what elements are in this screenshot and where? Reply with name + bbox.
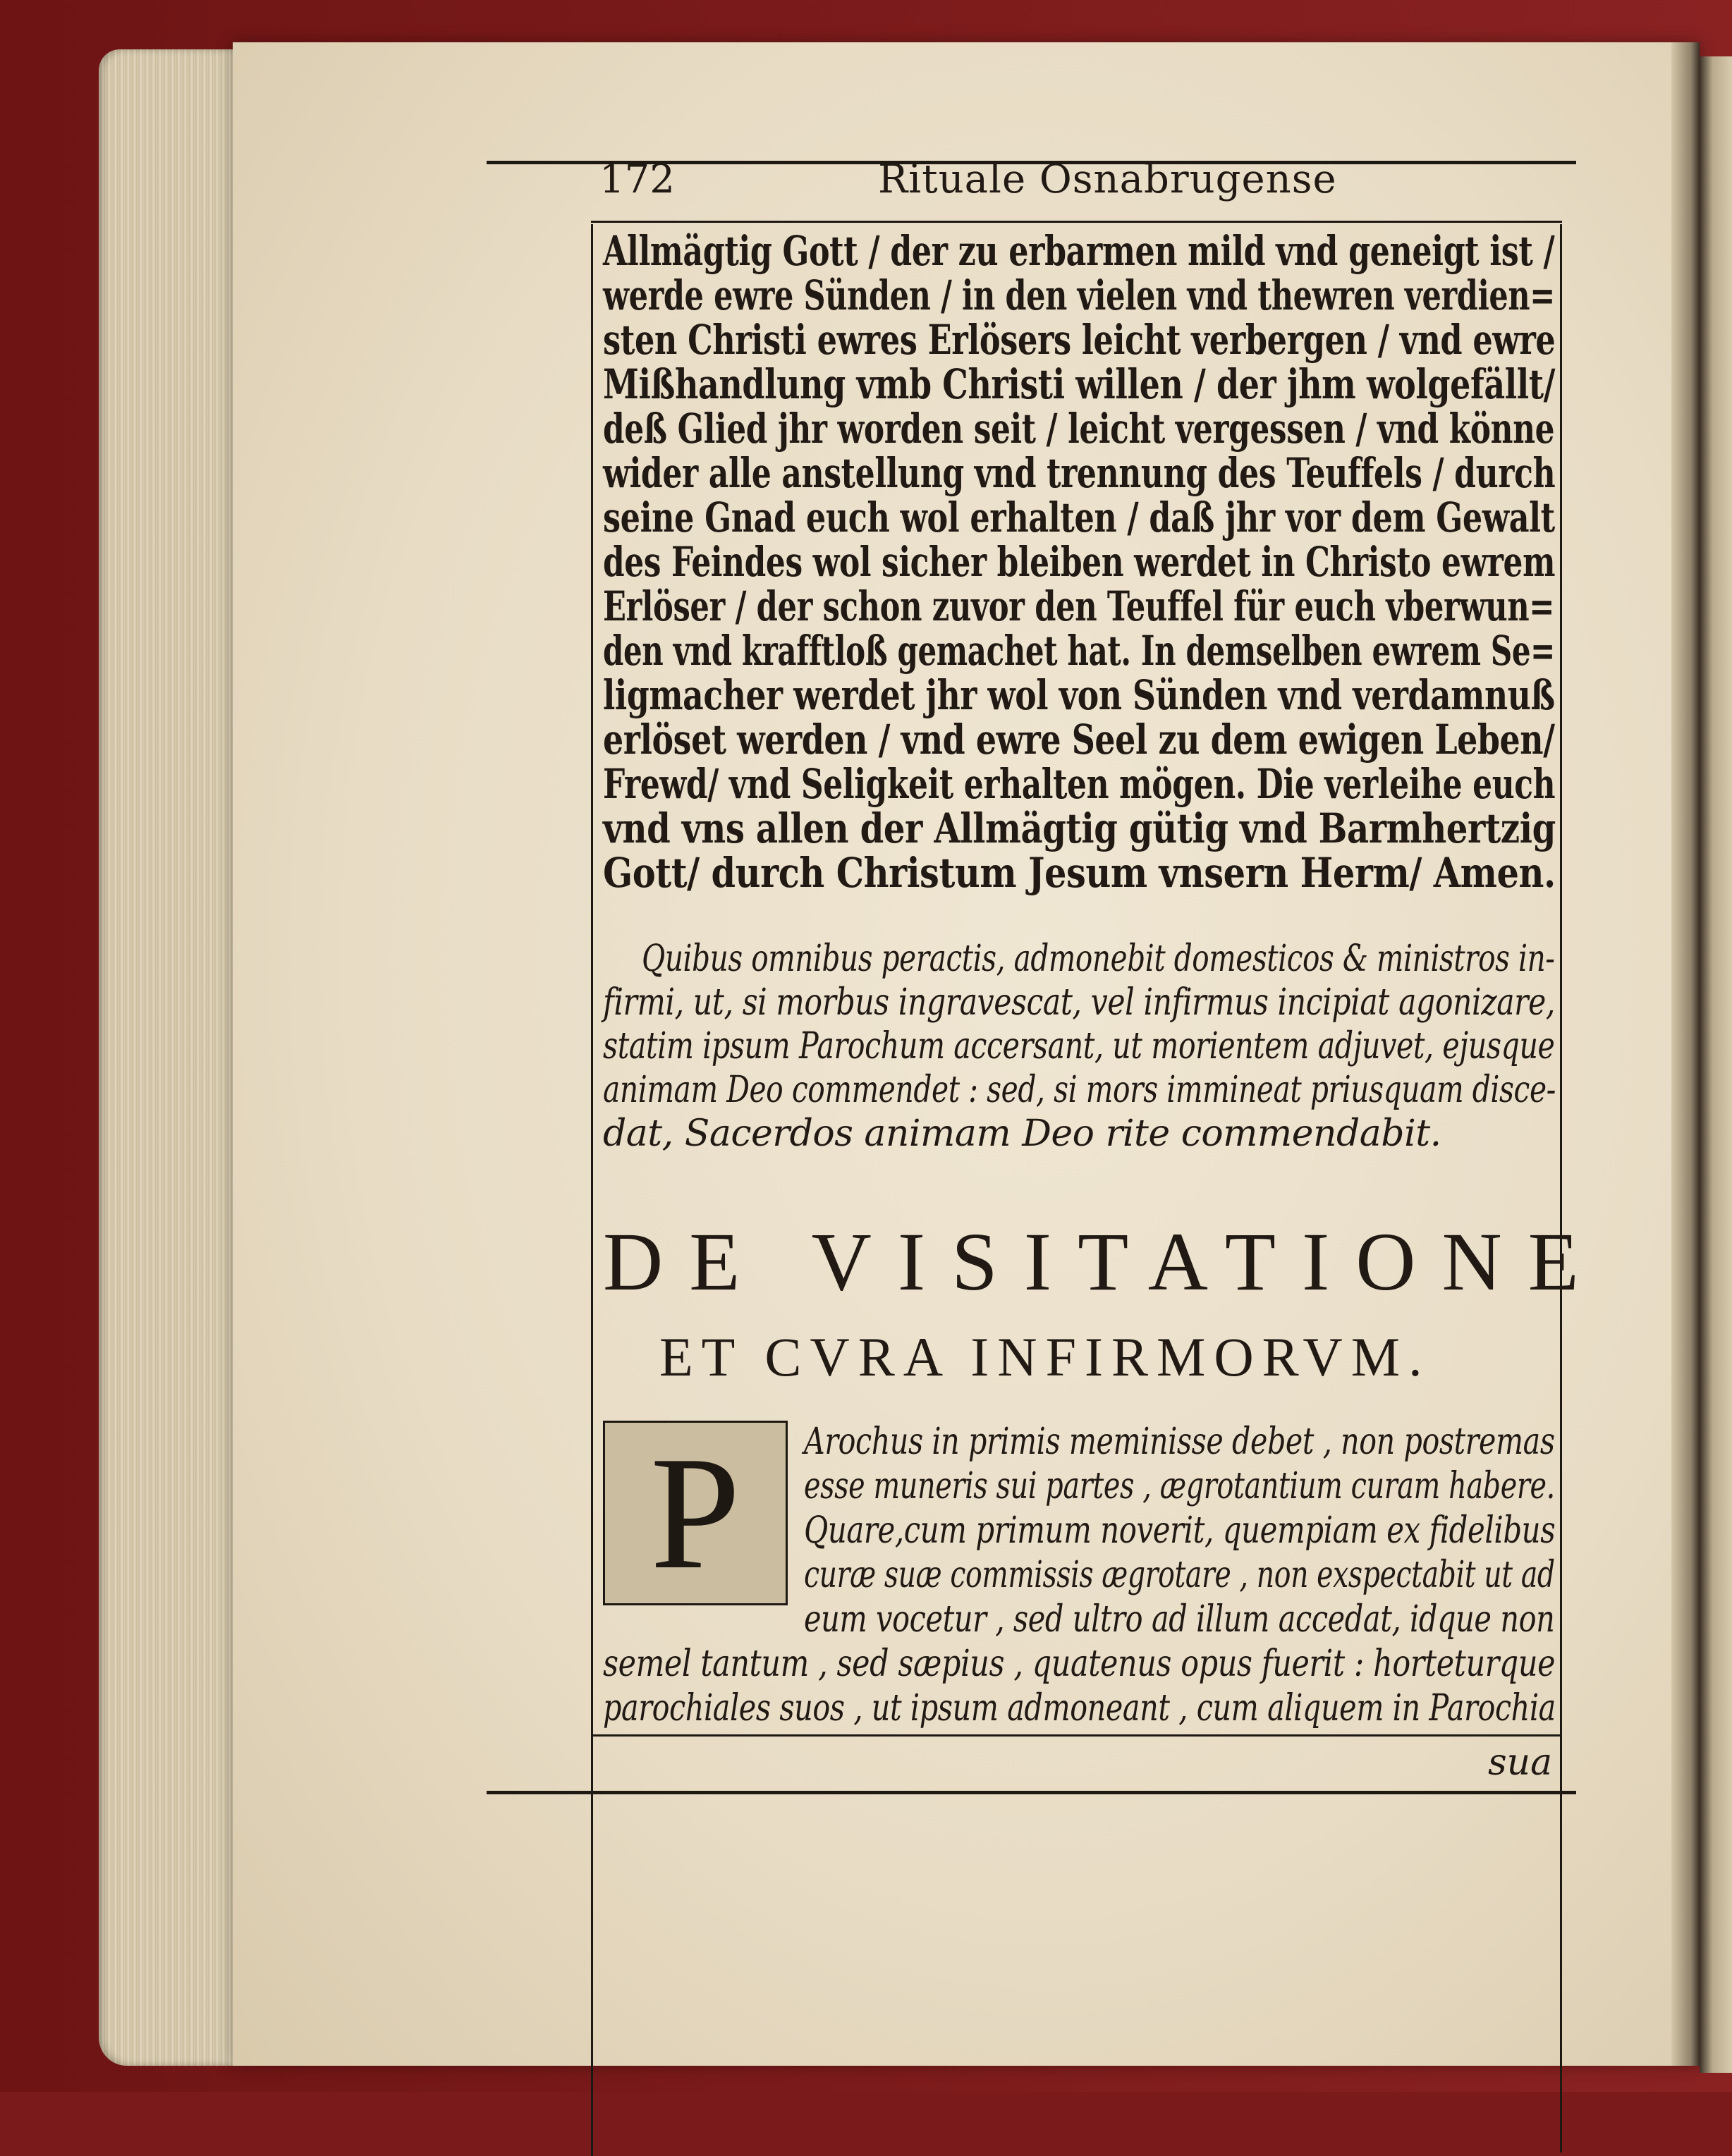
body-line: eum vocetur , sed ultro ad illum accedat, idque non <box>804 1598 1555 1641</box>
body-line: Quare,cum primum noverit, quempiam ex fidelibus <box>804 1509 1556 1552</box>
text-line: den vnd krafftloß gemachet hat. In demselben ewrem Se= <box>603 627 1555 675</box>
running-head: Rituale Osnabrugense <box>878 157 1337 202</box>
left-frame-rule <box>591 224 593 2156</box>
rubric-line: Quibus omnibus peractis, admonebit domesticos & ministros in- <box>642 938 1555 980</box>
header-rule <box>591 221 1562 223</box>
body-line: semel tantum , sed sæpius , quatenus opus fuerit : horteturque <box>603 1643 1556 1685</box>
text-line: Erlöser / der schon zuvor den Teuffel für euch vberwun= <box>603 582 1555 630</box>
text-line: Gott/ durch Christum Jesum vnsern Herm/ Amen. <box>603 849 1556 897</box>
text-line: Mißhandlung vmb Christi willen / der jhm wolgefällt/ <box>603 360 1556 408</box>
section-title: DE VISITATIONE <box>603 1215 1605 1308</box>
foot-rule <box>487 1791 1576 1794</box>
rubric-line: dat, Sacerdos animam Deo rite commendabit. <box>603 1113 1441 1155</box>
body-line: curæ suæ commissis ægrotare , non exspectabit ut ad <box>804 1554 1555 1596</box>
rubric-line: animam Deo commendet : sed, si mors immineat priusquam disce- <box>603 1069 1556 1111</box>
decorated-initial <box>603 1421 788 1605</box>
text-line: erlöset werden / vnd ewre Seel zu dem ewigen Leben/ <box>603 716 1555 764</box>
text-line: Allmägtig Gott / der zu erbarmen mild vnd geneigt ist / <box>603 227 1555 275</box>
text-line: werde ewre Sünden / in den vielen vnd thewren verdien= <box>603 271 1555 319</box>
rubric-line: statim ipsum Parochum accersant, ut morientem adjuvet, ejusque <box>603 1025 1555 1067</box>
body-line: parochiales suos , ut ipsum admoneant , cum aliquem in Parochia <box>603 1687 1556 1729</box>
rubric-line: firmi, ut, si morbus ingravescat, vel infirmus incipiat agonizare, <box>603 981 1555 1024</box>
text-line: vnd vns allen der Allmägtig gütig vnd Barmhertzig <box>603 804 1556 852</box>
body-line: esse muneris sui partes , ægrotantium curam habere. <box>804 1465 1555 1507</box>
catchword: sua <box>1488 1741 1553 1784</box>
bottom-frame-rule <box>591 1734 1562 1737</box>
text-line: deß Glied jhr worden seit / leicht vergessen / vnd könne <box>603 405 1555 453</box>
initial-letter: P <box>650 1423 740 1603</box>
section-subtitle: ET CVRA INFIRMORVM. <box>659 1326 1431 1388</box>
body-line: Arochus in primis meminisse debet , non postremas <box>804 1421 1555 1463</box>
text-line: wider alle anstellung vnd trennung des Teuffels / durch <box>603 449 1556 497</box>
text-line: des Feindes wol sicher bleiben werdet in Christo ewrem <box>603 538 1556 586</box>
text-line: seine Gnad euch wol erhalten / daß jhr vor dem Gewalt <box>603 494 1555 541</box>
text-line: sten Christi ewres Erlösers leicht verbergen / vnd ewre <box>603 316 1556 364</box>
right-frame-rule <box>1560 224 1562 2152</box>
text-line: ligmacher werdet jhr wol von Sünden vnd verdamnuß <box>603 671 1555 719</box>
page-number: 172 <box>599 157 675 202</box>
text-line: Frewd/ vnd Seligkeit erhalten mögen. Die verleihe euch <box>603 760 1556 808</box>
